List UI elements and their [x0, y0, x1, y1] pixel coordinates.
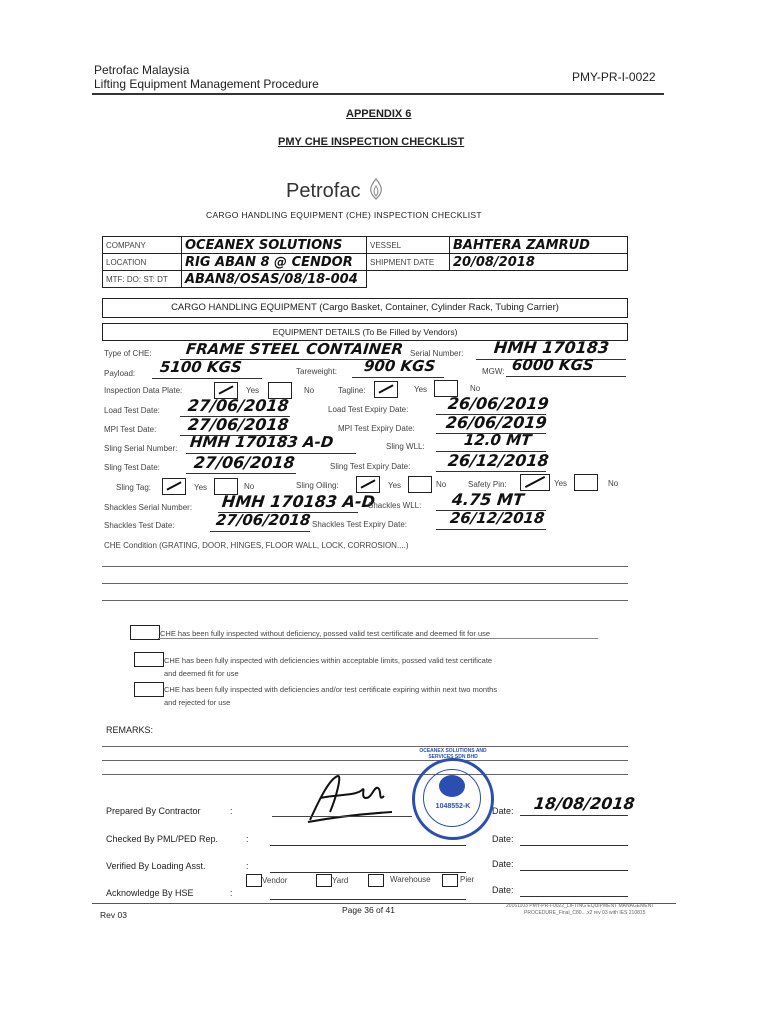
sling-wll-label: Sling WLL: — [386, 442, 425, 451]
shipment-value[interactable]: 20/08/2018 — [450, 254, 628, 271]
shackles-test-value[interactable]: 27/06/2018 — [215, 511, 312, 529]
shackles-test-underline — [210, 531, 310, 532]
tagline-yes-label: Yes — [414, 385, 428, 394]
tagline-no-label: No — [470, 384, 481, 393]
remarks-line-2[interactable] — [102, 760, 628, 761]
yard-label: Yard — [332, 876, 349, 885]
warehouse-label: Warehouse — [390, 875, 431, 884]
che-banner — [102, 298, 628, 318]
footer-page: Page 36 of 41 — [342, 905, 395, 915]
prepared-date-underline — [520, 815, 628, 816]
company-stamp — [412, 748, 494, 840]
load-test-value[interactable]: 27/06/2018 — [187, 396, 290, 415]
company-label: COMPANY — [103, 237, 182, 254]
sling-serial-value[interactable]: HMH 170183 A-D — [189, 433, 335, 451]
sling-oiling-label: Sling Oiling: — [296, 481, 339, 490]
vessel-label: VESSEL — [367, 237, 450, 254]
sling-test-value[interactable]: 27/06/2018 — [193, 453, 296, 472]
mgw-value[interactable]: 6000 KGS — [511, 356, 595, 374]
checked-date-label: Date: — [492, 834, 514, 844]
safety-pin-yes-checkbox[interactable] — [520, 474, 550, 491]
inspection-plate-no-label: No — [304, 386, 315, 395]
footer-file-ref-1: 20161103 PMY-PR-I-0022_LIFTING EQUIPMENT MANAGEMENT — [506, 903, 655, 909]
stamp-company-name: OCEANEX SOLUTIONS AND SERVICES SDN BHD — [419, 748, 487, 760]
declaration-rejected-checkbox[interactable] — [134, 682, 164, 697]
prepared-colon: : — [230, 806, 233, 816]
payload-value[interactable]: 5100 KGS — [159, 358, 243, 376]
shackles-wll-value[interactable]: 4.75 MT — [451, 490, 525, 509]
sling-tag-label: Sling Tag: — [116, 483, 151, 492]
tare-label: Tareweight: — [296, 367, 337, 376]
pier-label: Pier — [460, 875, 475, 884]
checked-date-underline[interactable] — [520, 845, 628, 846]
tare-value[interactable]: 900 KGS — [363, 357, 437, 375]
mpi-expiry-value[interactable]: 26/06/2019 — [445, 413, 548, 432]
declaration-fit-underline — [158, 638, 598, 639]
tare-underline — [352, 377, 444, 378]
shackles-expiry-label: Shackles Test Expiry Date: — [312, 520, 408, 529]
mpi-test-label: MPI Test Date: — [104, 425, 157, 434]
sling-expiry-value[interactable]: 26/12/2018 — [447, 451, 550, 470]
sling-wll-value[interactable]: 12.0 MT — [463, 431, 533, 449]
location-label: LOCATION — [103, 254, 182, 271]
pier-checkbox[interactable] — [442, 874, 458, 887]
doc-number: PMY-PR-I-0022 — [572, 70, 656, 84]
company-value[interactable]: OCEANEX SOLUTIONS — [182, 237, 367, 254]
header-procedure: Lifting Equipment Management Procedure — [94, 77, 319, 91]
header-rule — [92, 93, 664, 95]
shipment-label: SHIPMENT DATE — [367, 254, 450, 271]
sling-oiling-no-checkbox[interactable] — [408, 476, 432, 493]
inspection-plate-label: Inspection Data Plate: — [104, 386, 183, 395]
footer-file-ref-2: PROCEDURE_Final_C80....x2 rev 03 with IES 210815 — [524, 910, 646, 916]
sling-expiry-label: Sling Test Expiry Date: — [330, 462, 411, 471]
declaration-fit-checkbox[interactable] — [130, 625, 160, 640]
checked-label: Checked By PML/PED Rep. — [106, 834, 219, 844]
sling-tag-yes-label: Yes — [194, 483, 208, 492]
remarks-label: REMARKS: — [106, 725, 154, 735]
shackles-expiry-underline — [436, 529, 546, 530]
verified-colon: : — [246, 861, 249, 871]
mgw-underline — [506, 376, 626, 377]
declaration-acceptable-checkbox[interactable] — [134, 652, 164, 667]
mpi-test-value[interactable]: 27/06/2018 — [187, 415, 290, 434]
sling-tag-yes-checkbox[interactable] — [162, 478, 186, 495]
logo-flame-icon — [366, 178, 386, 200]
condition-line-1[interactable] — [102, 566, 628, 567]
che-banner-text: CARGO HANDLING EQUIPMENT (Cargo Basket, Container, Cylinder Rack, Tubing Carrier) — [171, 302, 559, 313]
location-value[interactable]: RIG ABAN 8 @ CENDOR — [182, 254, 367, 271]
sling-expiry-underline — [436, 471, 546, 472]
safety-pin-no-checkbox[interactable] — [574, 474, 598, 491]
load-expiry-value[interactable]: 26/06/2019 — [447, 394, 550, 413]
vendor-label: Vendor — [262, 876, 288, 885]
safety-pin-no-label: No — [608, 479, 619, 488]
prepared-date-value[interactable]: 18/08/2018 — [533, 794, 636, 813]
condition-label: CHE Condition (GRATING, DOOR, HINGES, FLOOR WALL, LOCK, CORROSION....) — [104, 541, 409, 550]
acknowledge-date-underline[interactable] — [520, 896, 628, 897]
load-expiry-label: Load Test Expiry Date: — [328, 405, 409, 414]
sling-serial-label: Sling Serial Number: — [104, 444, 178, 453]
inspection-plate-yes-label: Yes — [246, 386, 260, 395]
declaration-fit-text: CHE has been fully inspected without deficiency, possed valid test certificate and deemed fit for use — [160, 629, 491, 638]
prepared-date-label: Date: — [492, 806, 514, 816]
declaration-rejected-text-1: CHE has been fully inspected with deficiencies and/or test certificate expiring within next two months — [164, 685, 498, 694]
equipment-details-text: EQUIPMENT DETAILS (To Be Filled by Vendors) — [272, 327, 458, 337]
shackles-test-label: Shackles Test Date: — [104, 521, 175, 530]
shackles-wll-label: Shackles WLL: — [368, 501, 422, 510]
mpi-expiry-label: MPI Test Expiry Date: — [338, 424, 415, 433]
remarks-line-1[interactable] — [102, 746, 628, 747]
acknowledge-sign-line[interactable] — [270, 899, 466, 900]
acknowledge-colon: : — [230, 888, 233, 898]
sling-oiling-yes-label: Yes — [388, 481, 402, 490]
checked-colon: : — [246, 834, 249, 844]
safety-pin-label: Safety Pin: — [468, 480, 507, 489]
header-company: Petrofac Malaysia — [94, 63, 190, 77]
stamp-logo-icon — [439, 775, 465, 797]
sling-test-underline — [186, 473, 296, 474]
prepared-label: Prepared By Contractor — [106, 806, 201, 816]
condition-line-2[interactable] — [102, 583, 628, 584]
sling-test-label: Sling Test Date: — [104, 463, 160, 472]
mtf-label: MTF: DO: ST: DT — [103, 271, 182, 288]
acknowledge-date-label: Date: — [492, 885, 514, 895]
checked-sign-line[interactable] — [270, 845, 466, 846]
acknowledge-label: Acknowledge By HSE — [106, 888, 194, 898]
shackles-expiry-value[interactable]: 26/12/2018 — [449, 509, 546, 527]
declaration-acceptable-text-1: CHE has been fully inspected with deficiencies within acceptable limits, possed valid test certificate — [164, 656, 493, 665]
prepared-sign-line — [272, 816, 412, 817]
footer-rev: Rev 03 — [100, 910, 127, 920]
vessel-value[interactable]: BAHTERA ZAMRUD — [450, 237, 628, 254]
petrofac-logo — [286, 178, 386, 203]
checklist-title: PMY CHE INSPECTION CHECKLIST — [278, 136, 465, 148]
logo-text: Petrofac — [286, 180, 361, 202]
sling-tag-no-label: No — [244, 482, 255, 491]
contractor-signature — [300, 768, 400, 828]
appendix-title: APPENDIX 6 — [346, 108, 412, 120]
load-test-label: Load Test Date: — [104, 406, 160, 415]
mtf-value[interactable]: ABAN8/OSAS/08/18-004 — [182, 271, 367, 288]
tagline-yes-checkbox[interactable] — [374, 381, 398, 398]
declaration-rejected-text-2: and rejected for use — [164, 698, 231, 707]
warehouse-checkbox[interactable] — [368, 874, 384, 887]
form-title: CARGO HANDLING EQUIPMENT (CHE) INSPECTION CHECKLIST — [206, 210, 482, 220]
sling-oiling-yes-checkbox[interactable] — [356, 476, 380, 493]
verified-sign-line[interactable] — [270, 872, 466, 873]
vendor-checkbox[interactable] — [246, 874, 262, 887]
shackles-serial-label: Shackles Serial Number: — [104, 503, 193, 512]
declaration-acceptable-text-2: and deemed fit for use — [164, 669, 239, 678]
verified-date-underline[interactable] — [520, 870, 628, 871]
stamp-number: 1048552-K — [435, 803, 471, 810]
company-table — [102, 236, 628, 288]
condition-line-3[interactable] — [102, 600, 628, 601]
verified-label: Verified By Loading Asst. — [106, 861, 206, 871]
verified-date-label: Date: — [492, 859, 514, 869]
payload-underline — [152, 378, 262, 379]
serial-label: Serial Number: — [410, 349, 464, 358]
payload-label: Payload: — [104, 369, 136, 378]
safety-pin-yes-label: Yes — [554, 479, 568, 488]
type-label: Type of CHE: — [104, 349, 152, 358]
shackles-serial-value[interactable]: HMH 170183 A-D — [221, 492, 376, 511]
tagline-label: Tagline: — [338, 386, 366, 395]
serial-value[interactable]: HMH 170183 — [493, 338, 611, 357]
sling-oiling-no-label: No — [436, 480, 447, 489]
yard-checkbox[interactable] — [316, 874, 332, 887]
type-value[interactable]: FRAME STEEL CONTAINER — [185, 340, 404, 358]
mgw-label: MGW: — [482, 367, 505, 376]
